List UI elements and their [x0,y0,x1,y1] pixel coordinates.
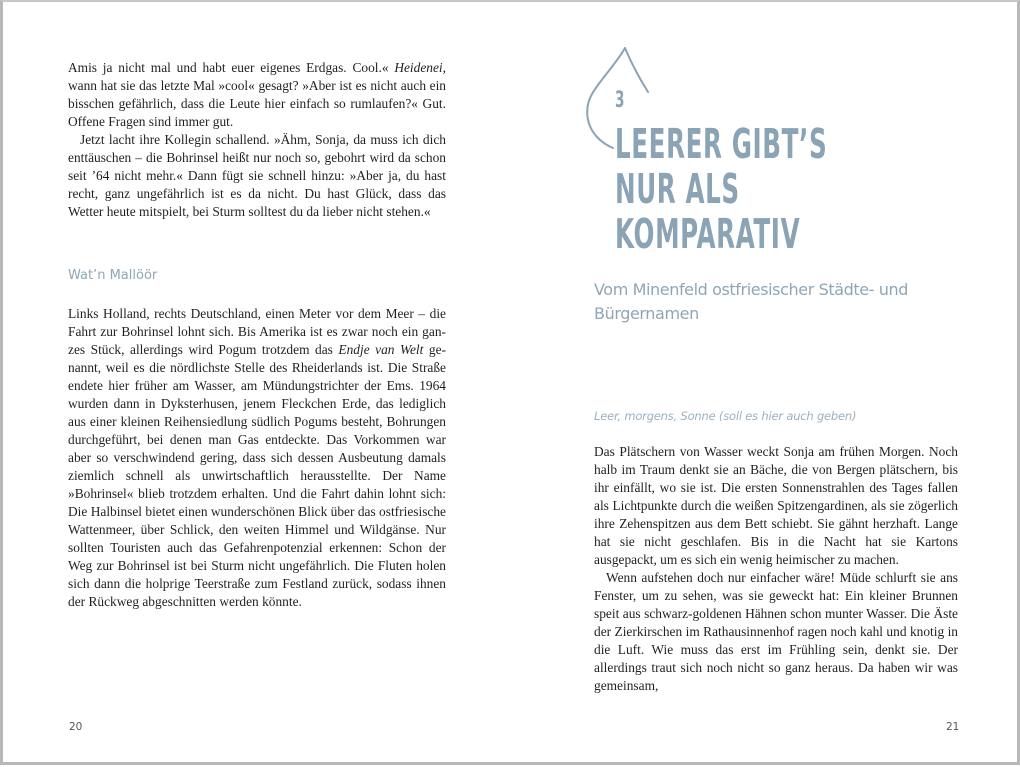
left-body-text [68,305,446,611]
chapter-title-line: KOMPARATIV [615,210,801,258]
paragraph: Jetzt lacht ihre Kollegin schallend. »Ähm, Sonja, da muss ich dich enttäuschen – die Bohrinsel heißt nur noch so, gebohrt wird da schon seit ’64 nicht mehr.« Dann fügt sie schnell hinzu: »Aber ja, du hast recht, ganz ungefährlich ist es da nicht. Du hast Glück, dass das Wetter heute mitspielt, bei Sturm solltest du da lieber nicht stehen.« [68,132,446,219]
left-page [3,2,513,767]
page-number: 20 [69,721,83,733]
left-top-text [68,59,446,221]
paragraph: Links Holland, rechts Deutschland, einen Meter vor dem Meer – die Fahrt zur Bohrinsel lohnt sich. Bis Amerika ist es zwar noch ein ganzes Stück, allerdings wird Pogum trotzdem das Endje van Welt genannt, weil es die nördlichste Stelle des Rheiderlands ist. Die Straße endete hier früher am Wasser, am Mündungstrichter der Ems. 1964 wurden dann in Dyksterhusen, jenem Fleckchen Erde, das lediglich aus einer kleinen Reihensiedlung südlich Pogums besteht, Bohrungen durchgeführt, bei denen man Gas entdeckte. Das Vorkommen war aber so verschwindend gering, dass sich dessen Ausbeutung damals ziemlich schnell als unwirtschaftlich herausstellte. Der Name »Bohrinsel« blieb trotzdem erhalten. Und die Fahrt dahin lohnt sich: Die Halbinsel bietet einen wunderschönen Blick über das ostfriesische Wattenmeer, über Schlick, den weiten Himmel und Wildgänse. Nur sollten Touristen auch das Gefahrenpotenzial erkennen: Schon der Weg zur Bohrinsel ist bei Sturm nicht ungefährlich. Die Fluten holen sich dann die holprige Teerstraße zum Festland zurück, sodass ihnen der Rückweg abgeschnitten werden könnte. [68,306,446,609]
chapter-title-line: NUR ALS [615,165,740,213]
chapter-subtitle: Vom Minenfeld ostfriesischer Städte- und Bürgernamen [594,280,908,323]
paragraph: Amis ja nicht mal und habt euer eigenes Erdgas. Cool.« Heidenei, wann hat sie das letzte Mal »cool« gesagt? »Aber ist es nicht auch ein bisschen gefährlich, dass die Leute hier einfach so rumlaufen?« Gut. Offene Fragen sind immer gut. [68,60,446,129]
chapter-title-line: LEERER GIBT’S [615,120,828,168]
right-body-text [594,443,958,695]
section-heading: Wat’n Mallöör [68,268,158,283]
italic-term: Heidenei, [394,60,446,75]
chapter-number: 3 [615,88,625,113]
paragraph: Das Plätschern von Wasser weckt Sonja am frühen Morgen. Noch halb im Traum denkt sie an Bäche, die von Bergen plätschern, bis ihr einfällt, wo sie ist. Die ersten Sonnenstrahlen des Tages fallen als Lichtpunkte durch die weißen Spitzengardinen, als sie zögerlich ihre Zehenspitzen aus dem Bett schiebt. Sie gähnt herzhaft. Lange hat sie nicht geschlafen. Bis in die Nacht hat sie Kartons ausgepackt, um es sich ein wenig heimischer zu machen. [594,444,958,567]
scene-heading: Leer, morgens, Sonne (soll es hier auch geben) [594,409,857,423]
paragraph: Wenn aufstehen doch nur einfacher wäre! Müde schlurft sie ans Fenster, um zu sehen, was sie geweckt hat: Ein kleiner Brunnen speit aus schwarz-goldenen Hähnen schon munter Wasser. Die Äste der Zierkirschen im Rathausinnenhof ragen noch kahl und knotig in die Luft. Wie muss das erst im Frühling sein, denkt sie. Der allerdings traut sich noch nicht so ganz heraus. Da haben wir was gemeinsam, [594,570,958,693]
italic-term: Endje van Welt [338,342,424,357]
chapter-title [615,122,827,257]
page-number: 21 [946,721,960,733]
